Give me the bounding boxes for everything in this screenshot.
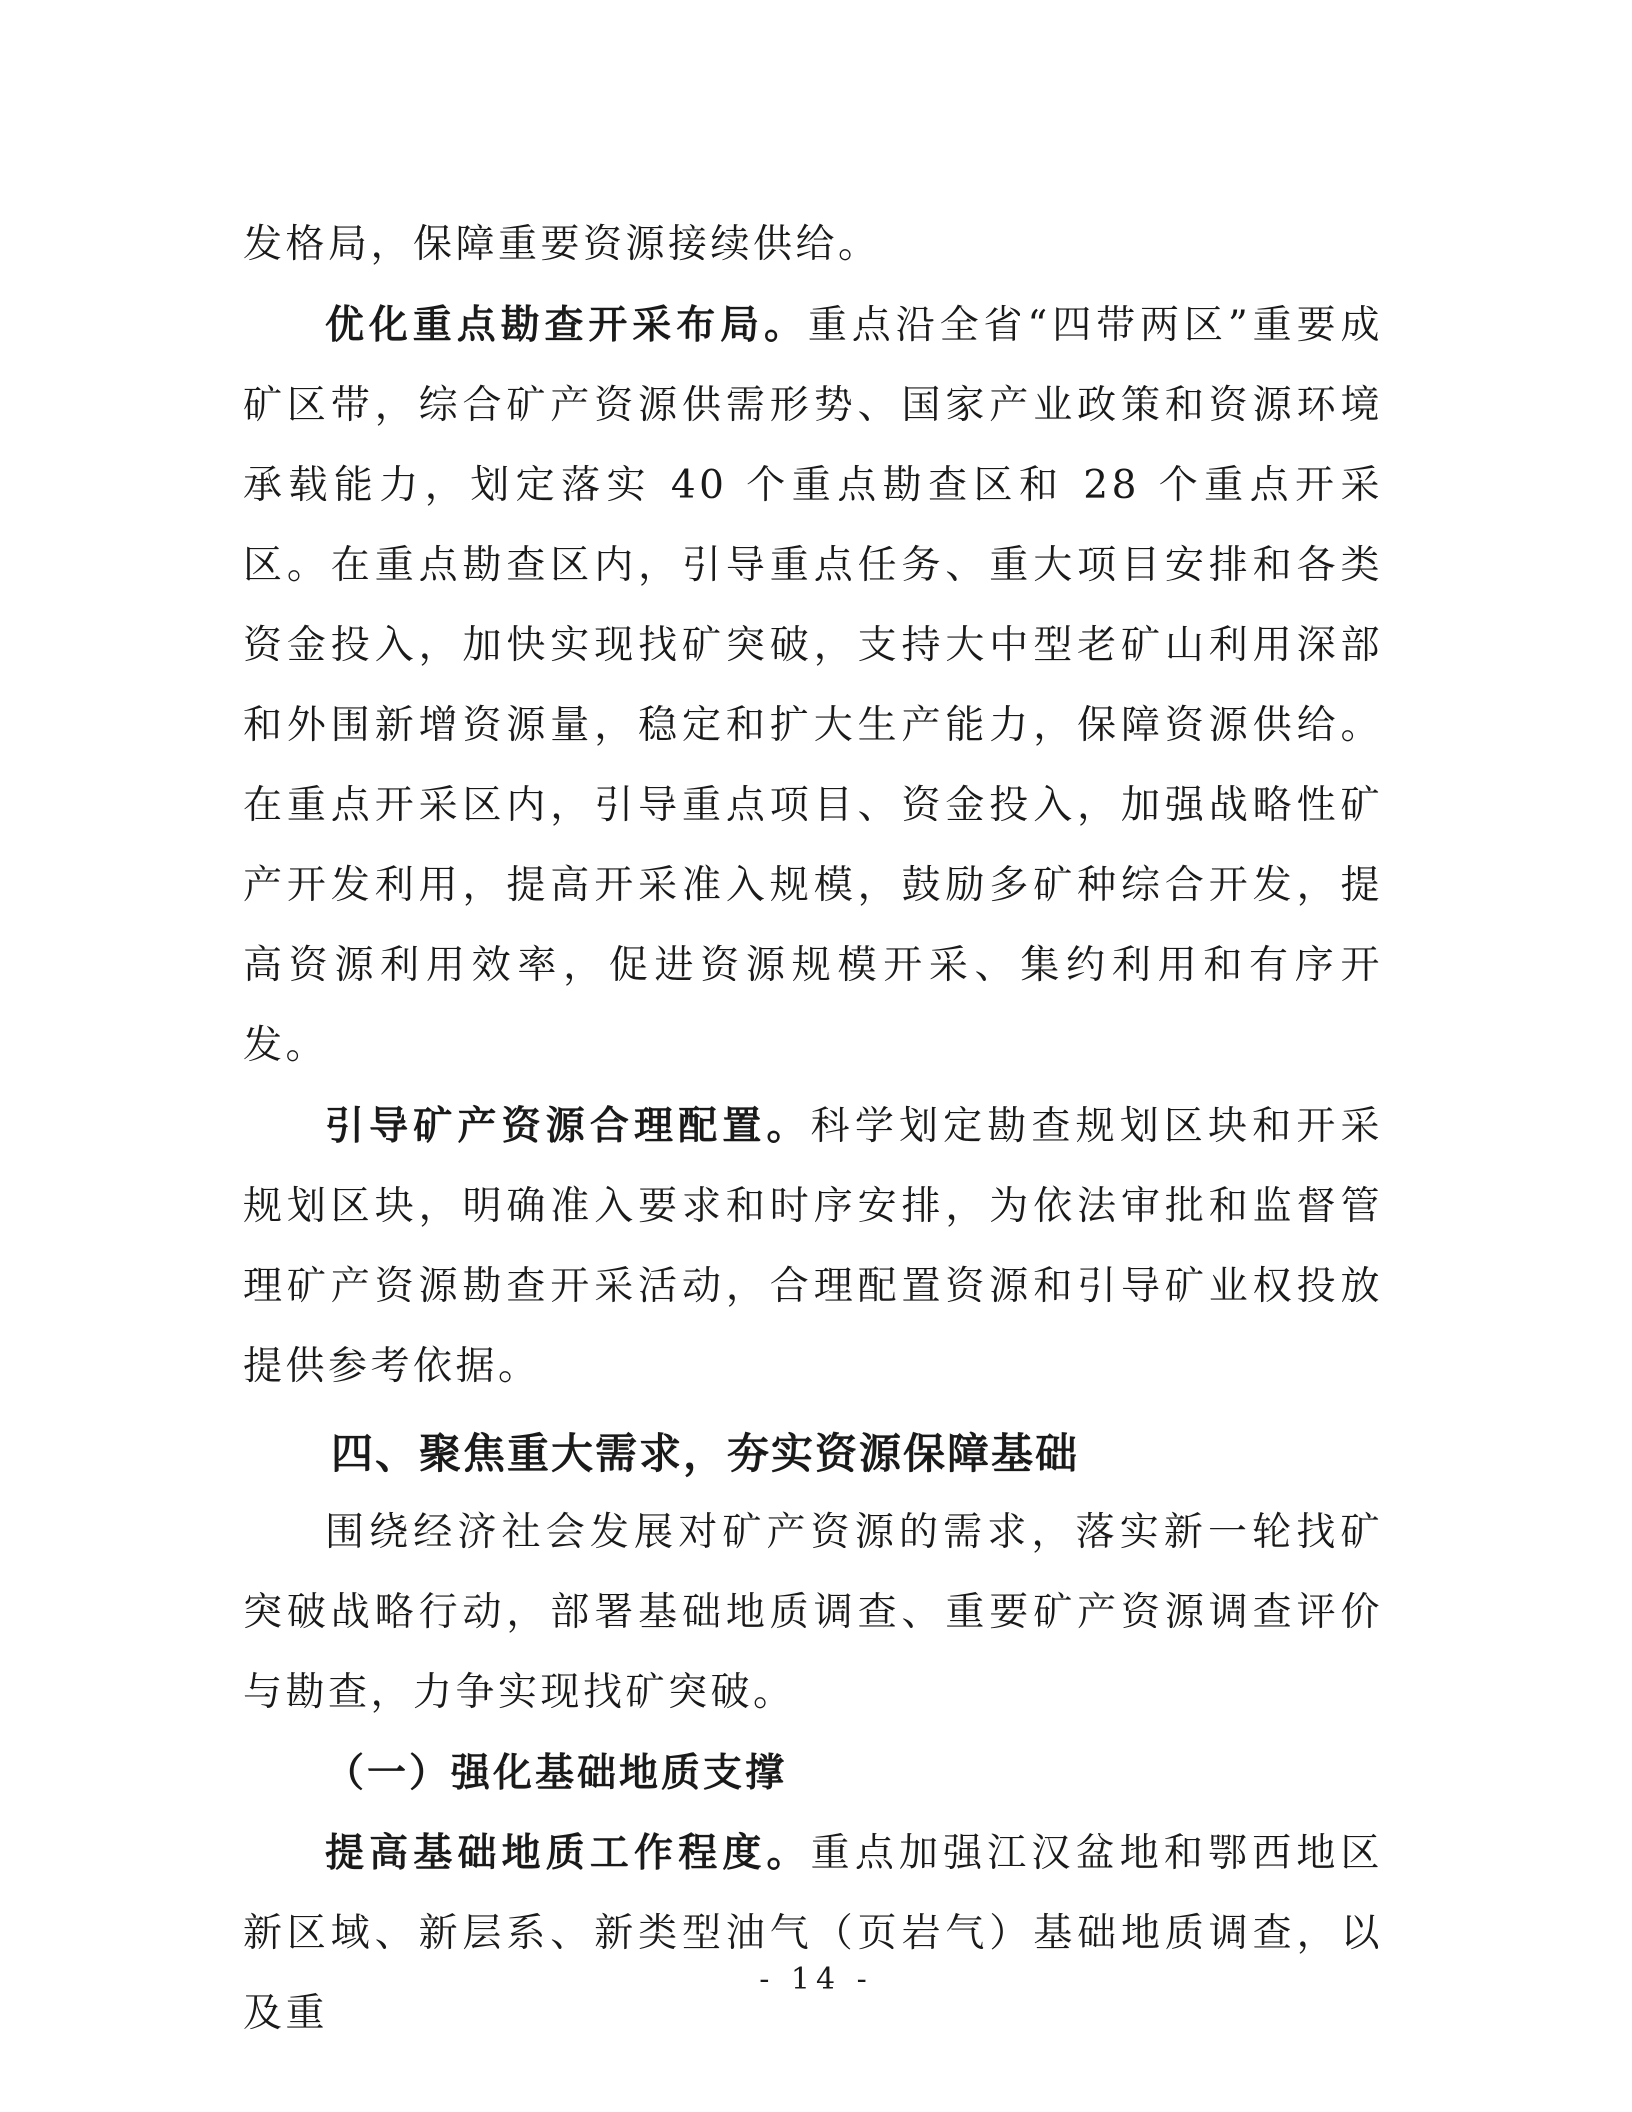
paragraph-continued [243,205,1383,285]
subsection-heading: （一）强化基础地质支撑 [325,1750,788,1796]
paragraph-exploration-layout [243,285,1383,1086]
paragraph-text: 重点沿全省“四带两区”重要成矿区带，综合矿产资源供需形势、国家产业政策和资源环境承载能力，划定落实 40 个重点勘查区和 28 个重点开采区。在重点勘查区内，引导重点任务、重大项目安排和各类资金投入，加快实现找矿突破，支持大中型老矿山利用深部和外围新增资源量，稳定和扩大生产能力，保障资源供给。在重点开采区内，引导重点项目、资金投入，加强战略性矿产开发利用，提高开采准入规模，鼓励多矿种综合开发，提高资源利用效率，促进资源规模开采、集约利用和有序开发。 [243,303,1383,1068]
section-heading: 四、聚焦重大需求，夯实资源保障基础 [331,1429,1080,1478]
page-number: - 14 - [759,1962,873,1997]
paragraph-basic-geology [243,1813,1383,2054]
paragraph-text: 围绕经济社会发展对矿产资源的需求，落实新一轮找矿突破战略行动，部署基础地质调查、重要矿产资源调查评价与勘查，力争实现找矿突破。 [243,1510,1383,1715]
paragraph-text: 发格局，保障重要资源接续供给。 [243,222,881,267]
document-body [243,205,1383,2054]
paragraph-lead: 提高基础地质工作程度。 [325,1830,811,1876]
paragraph-lead: 引导矿产资源合理配置。 [325,1103,811,1149]
paragraph-section-intro [243,1493,1383,1733]
paragraph-resource-allocation [243,1086,1383,1407]
paragraph-text: 科学划定勘查规划区块和开采规划区块，明确准入要求和时序安排，为依法审批和监督管理矿产资源勘查开采活动，合理配置资源和引导矿业权投放提供参考依据。 [243,1104,1383,1389]
paragraph-text: 重点加强江汉盆地和鄂西地区新区域、新层系、新类型油气（页岩气）基础地质调查，以及重 [243,1831,1383,2036]
paragraph-lead: 优化重点勘查开采布局。 [325,302,808,348]
